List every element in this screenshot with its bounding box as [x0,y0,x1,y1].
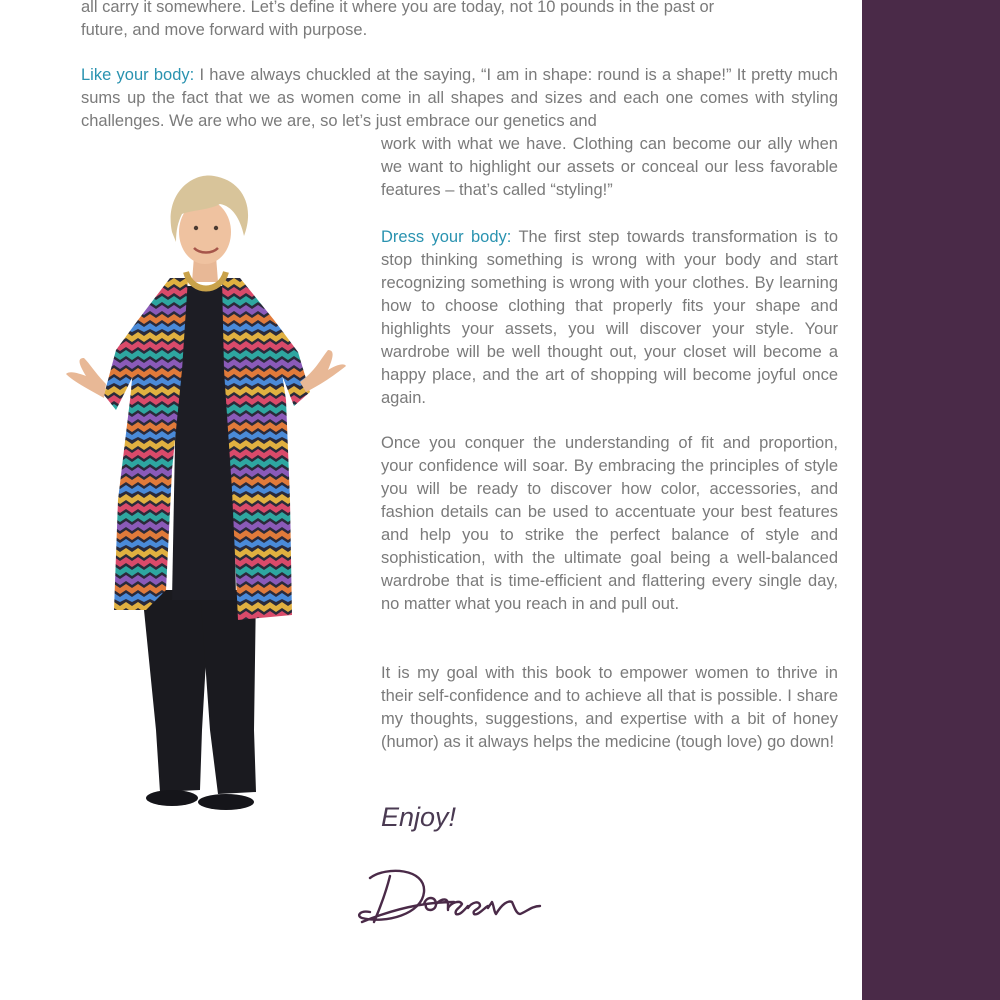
dress-body-heading: Dress your body: [381,228,512,246]
dress-body-text: The first step towards transformation is to stop thinking something is wrong with your body and start recognizing something is wrong with your clothes. By learning how to choose clothing that properly fits your shape and highlights your assets, you will discover your style. Your wardrobe will be well thought out, your closet will become a happy place, and the art of shopping will become joyful once again. [381,228,838,407]
like-body-paragraph [81,64,838,133]
dress-body-paragraph [381,226,838,410]
like-body-continuation: work with what we have. Clothing can become our ally when we want to highlight our assets or conceal our less favorable features – that’s called “styling!” [381,135,838,199]
author-photo [60,170,360,820]
closing-text: Enjoy! [381,802,457,832]
confidence-paragraph: Once you conquer the understanding of fit and proportion, your confidence will soar. By embracing the principles of style you will be ready to discover how color, accessories, and fashion details can be used to accentuate your best features and help you to strike the perfect balance of style and sophistication, with the ultimate goal being a well-balanced wardrobe that is time-efficient and flattering every single day, no matter what you reach in and pull out. [381,434,838,613]
like-body-heading: Like your body: [81,66,195,84]
intro-paragraph [81,0,838,42]
signature-doreen [356,862,546,934]
like-body-text: I have always chuckled at the saying, “I am in shape: round is a shape!” It pretty much sums up the fact that we as women come in all shapes and sizes and each one comes with styling challenges. We are who we are, so let’s just embrace our genetics and [81,66,838,130]
intro-line-2: future, and move forward with purpose. [81,21,368,39]
purple-sidebar [862,0,1000,1000]
goal-paragraph: It is my goal with this book to empower women to thrive in their self-confidence and to achieve all that is possible. I share my thoughts, suggestions, and expertise with a bit of honey (humor) as it always helps the medicine (tough love) go down! [381,664,838,751]
intro-line-1: all carry it somewhere. Let’s define it where you are today, not 10 pounds in the past or [81,0,715,16]
